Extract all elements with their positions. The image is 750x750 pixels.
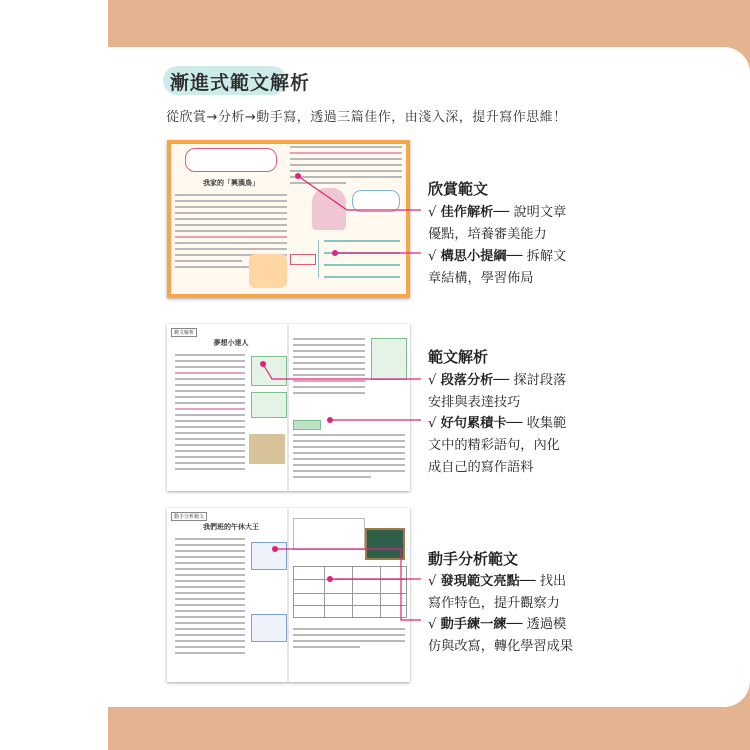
feature-bullet: √ 段落分析── 探討段落 安排與表達技巧 [428,373,567,410]
callout-dot [327,417,333,423]
section-tab: 範文解析 [171,328,197,337]
section-tab: 動手分析範文 [171,512,207,521]
feature-bullet: √ 佳作解析── 說明文章 優點，培養審美能力 [428,205,567,242]
callout-dot [327,576,333,582]
article-title: 夢想小達人 [213,339,249,347]
page-subtitle: 從欣賞→分析→動手寫，透過三篇佳作，由淺入深，提升寫作思維！ [166,110,567,125]
callout-dot [272,546,278,552]
callout-dot [332,250,338,256]
article-title: 我家的「興漢鳥」 [203,179,259,187]
section-title: 動手分析範文 [428,550,519,568]
page-heading: 漸進式範文解析 [170,72,311,94]
section-title: 範文解析 [428,348,489,366]
feature-bullet: √ 構思小提綱── 拆解文 章結構，學習佈局 [428,249,567,286]
feature-bullet: √ 動手練一練── 透過模 仿與改寫，轉化學習成果 [428,617,574,654]
feature-bullet: √ 發現範文亮點── 找出 寫作特色，提升觀察力 [428,574,567,611]
section-title: 欣賞範文 [428,180,489,198]
callout-dot [260,361,266,367]
feature-bullet: √ 好句累積卡── 收集範 文中的精彩語句，內化 成自己的寫作語料 [428,416,567,475]
article-title: 我們班的午休大王 [203,523,259,531]
callout-dot [295,173,301,179]
